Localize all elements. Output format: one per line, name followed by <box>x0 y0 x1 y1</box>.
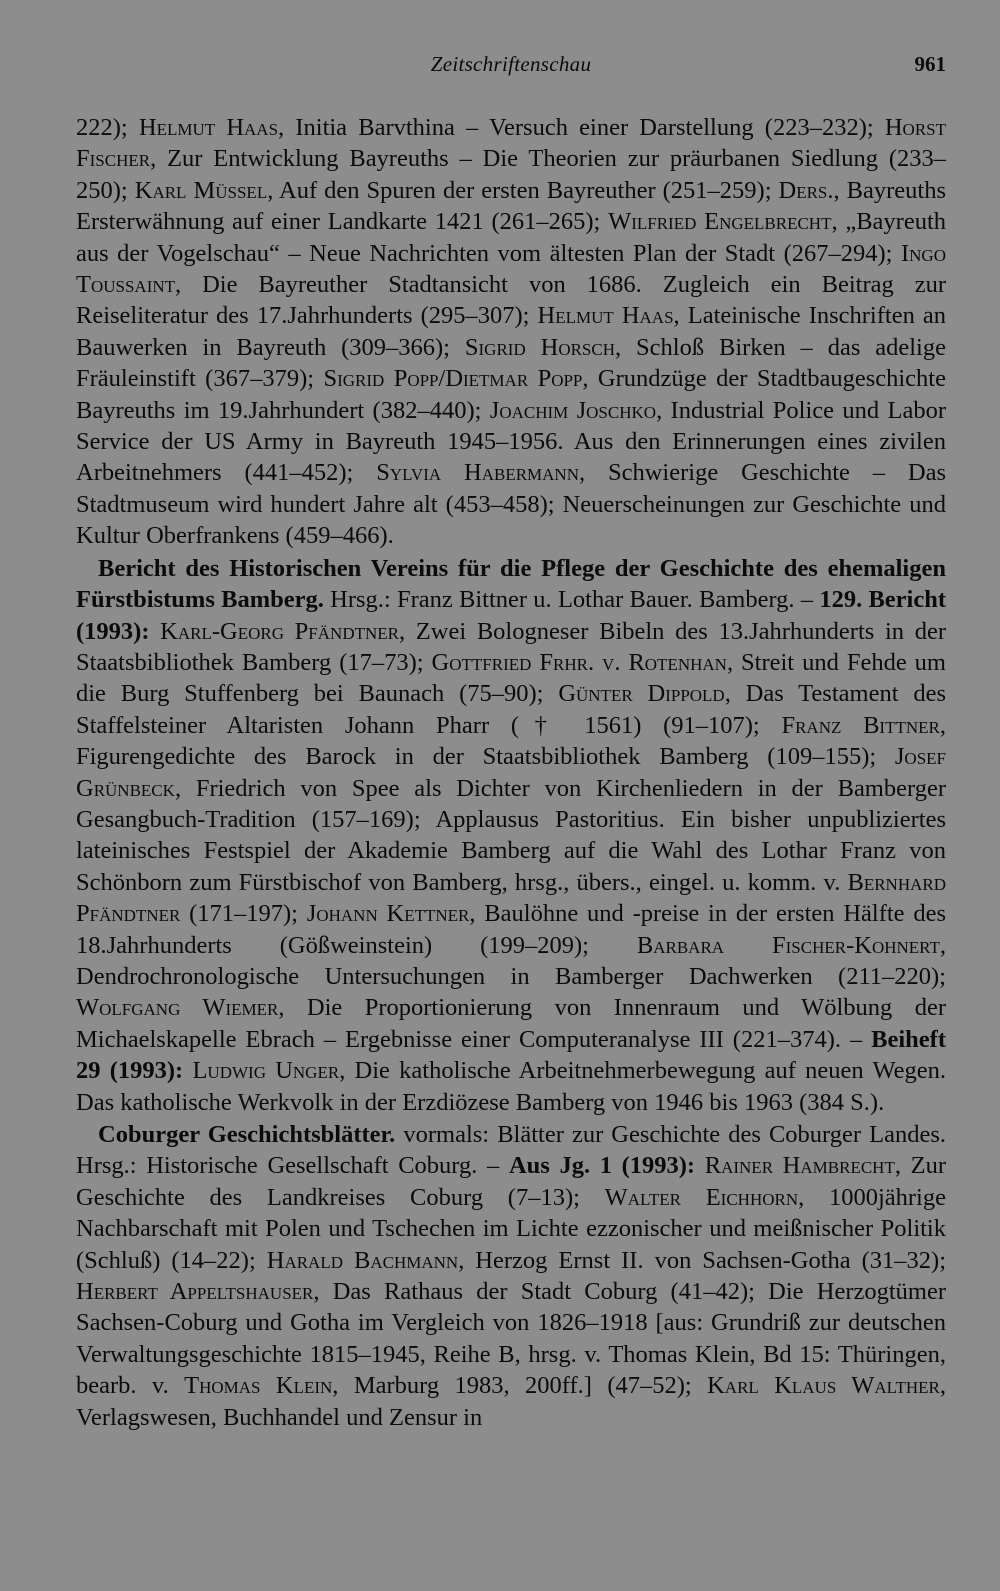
author-name: Ders. <box>778 176 834 204</box>
paragraph <box>76 1119 946 1433</box>
author-name: Josef Grünbeck <box>76 743 946 802</box>
text-run: , Die Proportionierung von Innenraum und Wölbung der Michaelskapelle Ebrach – Ergebnisse einer Computeranalyse III (221–374). – <box>76 994 946 1053</box>
text-run: , Grundzüge der Stadtbaugeschichte Bayreuths im 19.Jahrhundert (382–440); <box>76 365 946 424</box>
author-name: Rainer Hambrecht <box>704 1152 895 1180</box>
text-run: , Figurengedichte des Barock in der Staatsbibliothek Bamberg (109–155); <box>76 711 946 771</box>
text-run: , Schwierige Geschichte – Das Stadtmuseum wird hundert Jahre alt (453–458); Neuerscheinungen zur Geschichte und Kultur Oberfrankens (459–466). <box>76 459 947 550</box>
author-name: Karl Müssel <box>134 176 268 204</box>
author-name: Wolfgang Wiemer <box>76 994 279 1022</box>
author-name: Sigrid Horsch <box>464 333 616 361</box>
text-run: , Baulöhne und -preise in der ersten Hälfte des 18.Jahrhunderts (Gößweinstein) (199–209); <box>76 900 947 959</box>
author-name: Harald Bachmann <box>266 1246 459 1274</box>
text-run: , Dendrochronologische Untersuchungen in Bamberger Dachwerken (211–220); <box>76 931 946 990</box>
author-name: Thomas Klein <box>184 1372 333 1400</box>
text-run: , Industrial Police und Labor Service der US Army in Bayreuth 1945–1956. Aus den Erinnerungen eines zivilen Arbeitnehmers (441–452); <box>76 396 946 487</box>
journal-title: Beiheft 29 (1993): <box>76 1025 946 1085</box>
author-name: Helmut Haas <box>537 302 674 330</box>
journal-title: 129. Bericht (1993): <box>76 586 947 645</box>
text-run: , Herzog Ernst II. von Sachsen-Gotha (31–32); <box>458 1246 947 1274</box>
text-run <box>695 1152 705 1179</box>
journal-title: Bericht des Historischen Vereins für die Pflege der Geschichte des ehemaligen Fürstbistums Bamberg. <box>76 554 946 614</box>
text-run: , Bayreuths Ersterwähnung auf einer Landkarte 1421 (261–265); <box>76 176 947 236</box>
text-run: , Schloß Birken – das adelige Fräuleinstift (367–379); <box>76 333 946 393</box>
text-run: 222); <box>76 114 139 141</box>
author-name: Karl Klaus Walther <box>707 1372 940 1400</box>
text-run: , 1000jährige Nachbarschaft mit Polen und Tschechen im Lichte ezzonischer und meißnischer Politik (Schluß) (14–22); <box>76 1183 946 1274</box>
paragraph <box>76 553 946 1118</box>
journal-title: Coburger Geschichtsblätter. <box>98 1121 396 1148</box>
text-run: , „Bayreuth aus der Vogelschau“ – Neue Nachrichten vom ältesten Plan der Stadt (267–294); <box>76 208 946 267</box>
author-name: Günter Dippold <box>558 680 725 708</box>
author-name: Sylvia Habermann <box>376 459 579 487</box>
author-name: Karl-Georg Pfändtner <box>160 617 399 645</box>
author-name: Walter Eichhorn <box>604 1183 799 1211</box>
text-run: , Auf den Spuren der ersten Bayreuther (251–259); <box>267 176 779 204</box>
author-name: Ingo Toussaint <box>76 239 946 299</box>
text-run: , Marburg 1983, 200ff.] (47–52); <box>332 1372 708 1400</box>
journal-title: Aus Jg. 1 (1993): <box>508 1152 696 1180</box>
body-text <box>76 112 946 1433</box>
text-run: (171–197); <box>180 900 307 928</box>
author-name: Herbert Appeltshauser <box>76 1278 314 1306</box>
author-name: Johann Kettner <box>306 900 470 928</box>
text-run: , Das Testament des Staffelsteiner Altaristen Johann Pharr († 1561) (91–107); <box>76 680 947 739</box>
text-run <box>149 618 160 645</box>
text-run: vormals: Blätter zur Geschichte des Coburger Landes. Hrsg.: Historische Gesellschaft Coburg. – <box>76 1121 946 1180</box>
text-run: , Lateinische Inschriften an Bauwerken in Bayreuth (309–366); <box>76 302 946 361</box>
page-number: 961 <box>914 52 946 76</box>
paragraph <box>76 112 946 552</box>
text-run: , Zur Entwicklung Bayreuths – Die Theorien zur präurbanen Siedlung (233–250); <box>76 145 946 204</box>
text-run: , Zwei Bologneser Bibeln des 13.Jahrhunderts in der Staatsbibliothek Bamberg (17–73); <box>76 617 946 676</box>
author-name: Helmut Haas <box>138 114 279 141</box>
author-name: Barbara Fischer-Kohnert <box>636 931 940 959</box>
text-run: , Streit und Fehde um die Burg Stuffenberg bei Baunach (75–90); <box>76 648 946 708</box>
text-run: , Zur Geschichte des Landkreises Coburg (7–13); <box>76 1152 946 1211</box>
text-run: Hrsg.: Franz Bittner u. Lothar Bauer. Bamberg. – <box>323 586 820 614</box>
author-name: Wilfried Engelbrecht <box>608 208 832 236</box>
text-run: , Verlagswesen, Buchhandel und Zensur in <box>76 1372 946 1431</box>
text-run: , Die katholische Arbeitnehmerbewegung auf neuen Wegen. Das katholische Werkvolk in der Erzdiözese Bamberg von 1946 bis 1963 (384 S.). <box>76 1057 946 1116</box>
running-title: Zeitschriftenschau <box>430 52 592 76</box>
author-name: Horst Fischer <box>76 114 947 173</box>
text-run: , Friedrich von Spee als Dichter von Kirchenliedern in der Bamberger Gesangbuch-Tradition (157–169); Applausus Pastoritius. Ein bisher unpubliziertes lateinisches Festspiel der Akademie Bamberg auf die Wahl des Lothar Franz von Schönborn zum Fürstbischof von Bamberg, hrsg., übers., eingel. u. komm. v. <box>76 774 946 896</box>
author-name: Franz Bittner <box>781 711 940 739</box>
author-name: Bernhard Pfändtner <box>76 868 946 928</box>
text-run: , Die Bayreuther Stadtansicht von 1686. Zugleich ein Beitrag zur Reiseliteratur des 17.Jahrhunderts (295–307); <box>76 271 946 330</box>
text-run: , Das Rathaus der Stadt Coburg (41–42); Die Herzogtümer Sachsen-Coburg und Gotha im Vergleich von 1826–1918 [aus: Grundriß zur deutschen Verwaltungsgeschichte 1815–1945, Reihe B, hrsg. v. Thomas Klein, Bd 15: Thüringen, bearb. v. <box>76 1278 946 1400</box>
text-run: , Initia Barvthina – Versuch einer Darstellung (223–232); <box>278 114 885 141</box>
author-name: Joachim Joschko <box>489 396 657 424</box>
author-name: Sigrid Popp/Dietmar Popp <box>323 365 583 393</box>
author-name: Ludwig Unger <box>192 1057 340 1085</box>
page-header <box>76 52 946 82</box>
author-name: Gottfried Frhr. v. Rotenhan <box>431 648 727 676</box>
